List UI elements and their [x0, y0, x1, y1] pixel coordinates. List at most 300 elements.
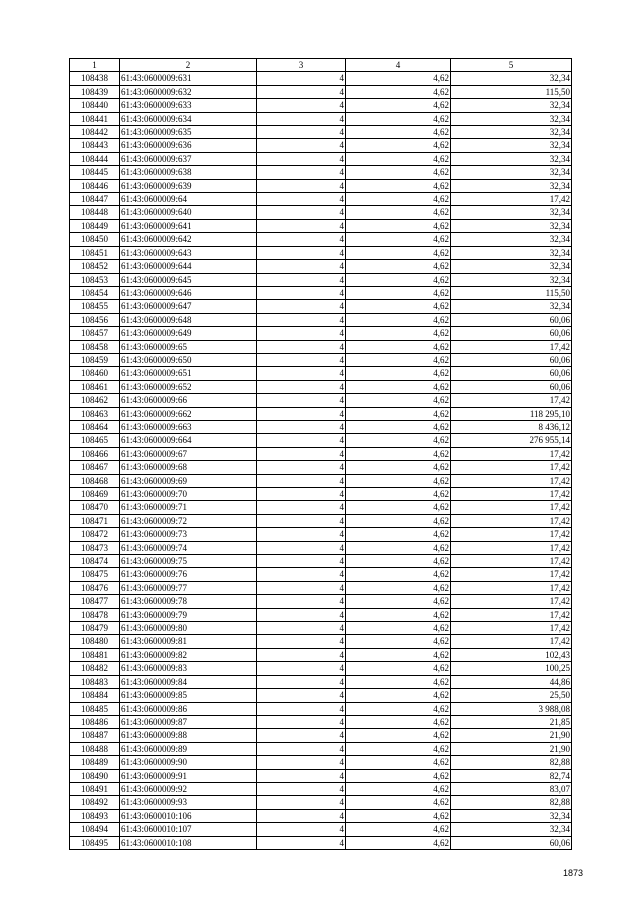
col5-cell: 118 295,10 — [451, 407, 572, 420]
row-id-cell: 108461 — [70, 380, 120, 393]
table-row — [70, 796, 572, 809]
col4-cell: 4,62 — [346, 568, 451, 581]
row-id-cell: 108456 — [70, 313, 120, 326]
col3-cell: 4 — [257, 260, 346, 273]
cadastral-number-cell: 61:43:0600009:79 — [120, 608, 257, 621]
table-row — [70, 809, 572, 822]
col3-cell: 4 — [257, 434, 346, 447]
table-row — [70, 353, 572, 366]
table-row — [70, 702, 572, 715]
row-id-cell: 108458 — [70, 340, 120, 353]
col5-cell: 82,74 — [451, 769, 572, 782]
cadastral-number-cell: 61:43:0600009:652 — [120, 380, 257, 393]
cadastral-number-cell: 61:43:0600009:649 — [120, 327, 257, 340]
table-row — [70, 380, 572, 393]
row-id-cell: 108467 — [70, 461, 120, 474]
cadastral-number-cell: 61:43:0600009:640 — [120, 206, 257, 219]
col5-cell: 17,42 — [451, 461, 572, 474]
cadastral-number-cell: 61:43:0600009:641 — [120, 219, 257, 232]
col4-cell: 4,62 — [346, 702, 451, 715]
cadastral-number-cell: 61:43:0600009:88 — [120, 729, 257, 742]
table-row — [70, 622, 572, 635]
col4-cell: 4,62 — [346, 286, 451, 299]
row-id-cell: 108444 — [70, 152, 120, 165]
row-id-cell: 108481 — [70, 648, 120, 661]
col5-cell: 32,34 — [451, 260, 572, 273]
row-id-cell: 108452 — [70, 260, 120, 273]
col3-cell: 4 — [257, 689, 346, 702]
col5-cell: 115,50 — [451, 286, 572, 299]
row-id-cell: 108450 — [70, 233, 120, 246]
col3-cell: 4 — [257, 742, 346, 755]
col4-cell: 4,62 — [346, 541, 451, 554]
col5-cell: 17,42 — [451, 447, 572, 460]
col5-cell: 32,34 — [451, 206, 572, 219]
col3-cell: 4 — [257, 72, 346, 85]
col4-cell: 4,62 — [346, 260, 451, 273]
col3-cell: 4 — [257, 474, 346, 487]
col3-cell: 4 — [257, 273, 346, 286]
col5-cell: 60,06 — [451, 327, 572, 340]
col5-cell: 32,34 — [451, 166, 572, 179]
table-row — [70, 85, 572, 98]
row-id-cell: 108470 — [70, 501, 120, 514]
col4-cell: 4,62 — [346, 689, 451, 702]
col5-cell: 17,42 — [451, 193, 572, 206]
row-id-cell: 108440 — [70, 99, 120, 112]
table-row — [70, 246, 572, 259]
col3-cell: 4 — [257, 300, 346, 313]
table-row — [70, 126, 572, 139]
col3-cell: 4 — [257, 608, 346, 621]
row-id-cell: 108446 — [70, 179, 120, 192]
table-row — [70, 112, 572, 125]
col5-cell: 17,42 — [451, 608, 572, 621]
col5-cell: 17,42 — [451, 595, 572, 608]
col5-cell: 17,42 — [451, 555, 572, 568]
col4-cell: 4,62 — [346, 782, 451, 795]
table-row — [70, 474, 572, 487]
row-id-cell: 108474 — [70, 555, 120, 568]
col4-cell: 4,62 — [346, 715, 451, 728]
col3-cell: 4 — [257, 809, 346, 822]
col4-cell: 4,62 — [346, 233, 451, 246]
row-id-cell: 108465 — [70, 434, 120, 447]
row-id-cell: 108449 — [70, 219, 120, 232]
row-id-cell: 108455 — [70, 300, 120, 313]
col3-cell: 4 — [257, 139, 346, 152]
row-id-cell: 108464 — [70, 420, 120, 433]
col5-cell: 21,90 — [451, 742, 572, 755]
col5-cell: 60,06 — [451, 367, 572, 380]
cadastral-number-cell: 61:43:0600009:89 — [120, 742, 257, 755]
col3-cell: 4 — [257, 313, 346, 326]
col3-cell: 4 — [257, 836, 346, 849]
col4-cell: 4,62 — [346, 434, 451, 447]
col3-cell: 4 — [257, 595, 346, 608]
table-row — [70, 340, 572, 353]
row-id-cell: 108477 — [70, 595, 120, 608]
cadastral-number-cell: 61:43:0600009:637 — [120, 152, 257, 165]
table-row — [70, 528, 572, 541]
cadastral-number-cell: 61:43:0600009:87 — [120, 715, 257, 728]
cadastral-number-cell: 61:43:0600009:93 — [120, 796, 257, 809]
col5-cell: 8 436,12 — [451, 420, 572, 433]
header-row — [70, 59, 572, 72]
col3-cell: 4 — [257, 193, 346, 206]
col5-cell: 3 988,08 — [451, 702, 572, 715]
col3-cell: 4 — [257, 420, 346, 433]
cadastral-number-cell: 61:43:0600009:84 — [120, 675, 257, 688]
cadastral-number-cell: 61:43:0600010:106 — [120, 809, 257, 822]
col3-cell: 4 — [257, 394, 346, 407]
col4-cell: 4,62 — [346, 327, 451, 340]
row-id-cell: 108493 — [70, 809, 120, 822]
col4-cell: 4,62 — [346, 340, 451, 353]
table-row — [70, 273, 572, 286]
col3-cell: 4 — [257, 327, 346, 340]
col5-cell: 21,90 — [451, 729, 572, 742]
col5-cell: 17,42 — [451, 541, 572, 554]
col3-cell: 4 — [257, 179, 346, 192]
table-row — [70, 219, 572, 232]
row-id-cell: 108469 — [70, 488, 120, 501]
table-row — [70, 501, 572, 514]
column-header: 4 — [346, 59, 451, 72]
col3-cell: 4 — [257, 581, 346, 594]
col5-cell: 44,86 — [451, 675, 572, 688]
table-row — [70, 769, 572, 782]
row-id-cell: 108490 — [70, 769, 120, 782]
col3-cell: 4 — [257, 823, 346, 836]
col5-cell: 32,34 — [451, 300, 572, 313]
table-row — [70, 72, 572, 85]
row-id-cell: 108479 — [70, 622, 120, 635]
col3-cell: 4 — [257, 112, 346, 125]
col4-cell: 4,62 — [346, 394, 451, 407]
cadastral-number-cell: 61:43:0600009:81 — [120, 635, 257, 648]
cadastral-number-cell: 61:43:0600009:73 — [120, 528, 257, 541]
cadastral-number-cell: 61:43:0600009:78 — [120, 595, 257, 608]
col3-cell: 4 — [257, 514, 346, 527]
row-id-cell: 108468 — [70, 474, 120, 487]
cadastral-number-cell: 61:43:0600009:69 — [120, 474, 257, 487]
cadastral-number-cell: 61:43:0600009:64 — [120, 193, 257, 206]
col5-cell: 32,34 — [451, 219, 572, 232]
cadastral-number-cell: 61:43:0600009:662 — [120, 407, 257, 420]
cadastral-number-cell: 61:43:0600009:638 — [120, 166, 257, 179]
cadastral-number-cell: 61:43:0600009:647 — [120, 300, 257, 313]
row-id-cell: 108451 — [70, 246, 120, 259]
col4-cell: 4,62 — [346, 273, 451, 286]
row-id-cell: 108445 — [70, 166, 120, 179]
table-row — [70, 715, 572, 728]
col3-cell: 4 — [257, 675, 346, 688]
table-row — [70, 648, 572, 661]
cadastral-number-cell: 61:43:0600009:651 — [120, 367, 257, 380]
col3-cell: 4 — [257, 340, 346, 353]
col4-cell: 4,62 — [346, 581, 451, 594]
table-row — [70, 420, 572, 433]
col5-cell: 32,34 — [451, 112, 572, 125]
cadastral-number-cell: 61:43:0600009:644 — [120, 260, 257, 273]
col4-cell: 4,62 — [346, 112, 451, 125]
row-id-cell: 108476 — [70, 581, 120, 594]
row-id-cell: 108488 — [70, 742, 120, 755]
cadastral-number-cell: 61:43:0600009:67 — [120, 447, 257, 460]
cadastral-number-cell: 61:43:0600009:632 — [120, 85, 257, 98]
row-id-cell: 108485 — [70, 702, 120, 715]
cadastral-number-cell: 61:43:0600009:80 — [120, 622, 257, 635]
row-id-cell: 108472 — [70, 528, 120, 541]
table-row — [70, 300, 572, 313]
col4-cell: 4,62 — [346, 139, 451, 152]
row-id-cell: 108491 — [70, 782, 120, 795]
row-id-cell: 108463 — [70, 407, 120, 420]
col5-cell: 32,34 — [451, 99, 572, 112]
col4-cell: 4,62 — [346, 742, 451, 755]
col4-cell: 4,62 — [346, 353, 451, 366]
col5-cell: 32,34 — [451, 823, 572, 836]
col4-cell: 4,62 — [346, 675, 451, 688]
col5-cell: 32,34 — [451, 809, 572, 822]
row-id-cell: 108443 — [70, 139, 120, 152]
col4-cell: 4,62 — [346, 313, 451, 326]
col5-cell: 32,34 — [451, 139, 572, 152]
row-id-cell: 108462 — [70, 394, 120, 407]
col4-cell: 4,62 — [346, 796, 451, 809]
table-row — [70, 662, 572, 675]
col3-cell: 4 — [257, 152, 346, 165]
col4-cell: 4,62 — [346, 474, 451, 487]
col5-cell: 17,42 — [451, 514, 572, 527]
col3-cell: 4 — [257, 447, 346, 460]
cadastral-number-cell: 61:43:0600009:75 — [120, 555, 257, 568]
col3-cell: 4 — [257, 219, 346, 232]
table-row — [70, 823, 572, 836]
cadastral-number-cell: 61:43:0600009:77 — [120, 581, 257, 594]
col5-cell: 60,06 — [451, 380, 572, 393]
table-row — [70, 166, 572, 179]
col4-cell: 4,62 — [346, 300, 451, 313]
col3-cell: 4 — [257, 528, 346, 541]
table-body — [70, 72, 572, 850]
row-id-cell: 108480 — [70, 635, 120, 648]
col5-cell: 17,42 — [451, 581, 572, 594]
col4-cell: 4,62 — [346, 126, 451, 139]
table-row — [70, 152, 572, 165]
col5-cell: 32,34 — [451, 126, 572, 139]
col3-cell: 4 — [257, 782, 346, 795]
cadastral-number-cell: 61:43:0600009:639 — [120, 179, 257, 192]
col3-cell: 4 — [257, 126, 346, 139]
row-id-cell: 108457 — [70, 327, 120, 340]
row-id-cell: 108492 — [70, 796, 120, 809]
col4-cell: 4,62 — [346, 420, 451, 433]
col4-cell: 4,62 — [346, 85, 451, 98]
col4-cell: 4,62 — [346, 769, 451, 782]
col5-cell: 60,06 — [451, 353, 572, 366]
cadastral-number-cell: 61:43:0600009:633 — [120, 99, 257, 112]
table-row — [70, 447, 572, 460]
col5-cell: 17,42 — [451, 622, 572, 635]
col4-cell: 4,62 — [346, 555, 451, 568]
col4-cell: 4,62 — [346, 756, 451, 769]
col4-cell: 4,62 — [346, 648, 451, 661]
col3-cell: 4 — [257, 407, 346, 420]
table-row — [70, 461, 572, 474]
col4-cell: 4,62 — [346, 380, 451, 393]
row-id-cell: 108475 — [70, 568, 120, 581]
col5-cell: 100,25 — [451, 662, 572, 675]
table-row — [70, 407, 572, 420]
row-id-cell: 108495 — [70, 836, 120, 849]
col3-cell: 4 — [257, 501, 346, 514]
cadastral-number-cell: 61:43:0600009:645 — [120, 273, 257, 286]
col5-cell: 115,50 — [451, 85, 572, 98]
col5-cell: 17,42 — [451, 501, 572, 514]
cadastral-number-cell: 61:43:0600010:107 — [120, 823, 257, 836]
col3-cell: 4 — [257, 662, 346, 675]
cadastral-number-cell: 61:43:0600009:92 — [120, 782, 257, 795]
col5-cell: 17,42 — [451, 488, 572, 501]
column-header: 2 — [120, 59, 257, 72]
cadastral-number-cell: 61:43:0600009:90 — [120, 756, 257, 769]
col4-cell: 4,62 — [346, 72, 451, 85]
table-row — [70, 581, 572, 594]
col5-cell: 25,50 — [451, 689, 572, 702]
page-number: 1873 — [562, 868, 583, 878]
col4-cell: 4,62 — [346, 461, 451, 474]
table-row — [70, 742, 572, 755]
column-header: 5 — [451, 59, 572, 72]
col4-cell: 4,62 — [346, 367, 451, 380]
cadastral-number-cell: 61:43:0600009:71 — [120, 501, 257, 514]
col4-cell: 4,62 — [346, 152, 451, 165]
col3-cell: 4 — [257, 246, 346, 259]
col5-cell: 276 955,14 — [451, 434, 572, 447]
cadastral-number-cell: 61:43:0600009:70 — [120, 488, 257, 501]
col3-cell: 4 — [257, 286, 346, 299]
cadastral-number-cell: 61:43:0600009:74 — [120, 541, 257, 554]
row-id-cell: 108483 — [70, 675, 120, 688]
table-row — [70, 675, 572, 688]
col4-cell: 4,62 — [346, 662, 451, 675]
cadastral-number-cell: 61:43:0600009:634 — [120, 112, 257, 125]
cadastral-number-cell: 61:43:0600009:663 — [120, 420, 257, 433]
cadastral-number-cell: 61:43:0600009:66 — [120, 394, 257, 407]
row-id-cell: 108448 — [70, 206, 120, 219]
data-table — [69, 58, 572, 850]
col5-cell: 32,34 — [451, 72, 572, 85]
col5-cell: 32,34 — [451, 273, 572, 286]
cadastral-number-cell: 61:43:0600009:83 — [120, 662, 257, 675]
col4-cell: 4,62 — [346, 219, 451, 232]
cadastral-number-cell: 61:43:0600009:85 — [120, 689, 257, 702]
table-row — [70, 608, 572, 621]
row-id-cell: 108466 — [70, 447, 120, 460]
cadastral-number-cell: 61:43:0600009:65 — [120, 340, 257, 353]
col3-cell: 4 — [257, 233, 346, 246]
cadastral-number-cell: 61:43:0600009:664 — [120, 434, 257, 447]
col4-cell: 4,62 — [346, 447, 451, 460]
row-id-cell: 108489 — [70, 756, 120, 769]
col5-cell: 17,42 — [451, 474, 572, 487]
cadastral-number-cell: 61:43:0600009:82 — [120, 648, 257, 661]
cadastral-number-cell: 61:43:0600009:648 — [120, 313, 257, 326]
col3-cell: 4 — [257, 756, 346, 769]
row-id-cell: 108454 — [70, 286, 120, 299]
cadastral-number-cell: 61:43:0600009:636 — [120, 139, 257, 152]
table-row — [70, 286, 572, 299]
col4-cell: 4,62 — [346, 635, 451, 648]
table-row — [70, 488, 572, 501]
col3-cell: 4 — [257, 367, 346, 380]
col3-cell: 4 — [257, 488, 346, 501]
col3-cell: 4 — [257, 166, 346, 179]
col5-cell: 32,34 — [451, 179, 572, 192]
cadastral-number-cell: 61:43:0600009:72 — [120, 514, 257, 527]
cadastral-number-cell: 61:43:0600009:86 — [120, 702, 257, 715]
col4-cell: 4,62 — [346, 166, 451, 179]
table-row — [70, 313, 572, 326]
row-id-cell: 108460 — [70, 367, 120, 380]
col3-cell: 4 — [257, 353, 346, 366]
row-id-cell: 108487 — [70, 729, 120, 742]
col4-cell: 4,62 — [346, 595, 451, 608]
row-id-cell: 108484 — [70, 689, 120, 702]
col3-cell: 4 — [257, 729, 346, 742]
cadastral-number-cell: 61:43:0600009:643 — [120, 246, 257, 259]
cadastral-number-cell: 61:43:0600009:68 — [120, 461, 257, 474]
row-id-cell: 108473 — [70, 541, 120, 554]
col3-cell: 4 — [257, 769, 346, 782]
col5-cell: 32,34 — [451, 246, 572, 259]
table-row — [70, 434, 572, 447]
col4-cell: 4,62 — [346, 836, 451, 849]
table-row — [70, 193, 572, 206]
cadastral-number-cell: 61:43:0600010:108 — [120, 836, 257, 849]
row-id-cell: 108438 — [70, 72, 120, 85]
table-row — [70, 756, 572, 769]
cadastral-number-cell: 61:43:0600009:635 — [120, 126, 257, 139]
col3-cell: 4 — [257, 568, 346, 581]
table-row — [70, 514, 572, 527]
col4-cell: 4,62 — [346, 407, 451, 420]
row-id-cell: 108478 — [70, 608, 120, 621]
table-row — [70, 568, 572, 581]
cadastral-number-cell: 61:43:0600009:631 — [120, 72, 257, 85]
row-id-cell: 108486 — [70, 715, 120, 728]
cadastral-number-cell: 61:43:0600009:91 — [120, 769, 257, 782]
row-id-cell: 108482 — [70, 662, 120, 675]
cadastral-number-cell: 61:43:0600009:76 — [120, 568, 257, 581]
col5-cell: 82,88 — [451, 756, 572, 769]
col3-cell: 4 — [257, 541, 346, 554]
table-row — [70, 541, 572, 554]
col5-cell: 21,85 — [451, 715, 572, 728]
col4-cell: 4,62 — [346, 488, 451, 501]
col5-cell: 17,42 — [451, 394, 572, 407]
col4-cell: 4,62 — [346, 809, 451, 822]
table-row — [70, 139, 572, 152]
table-row — [70, 260, 572, 273]
table-row — [70, 233, 572, 246]
col5-cell: 17,42 — [451, 568, 572, 581]
col5-cell: 82,88 — [451, 796, 572, 809]
table-row — [70, 729, 572, 742]
col3-cell: 4 — [257, 702, 346, 715]
